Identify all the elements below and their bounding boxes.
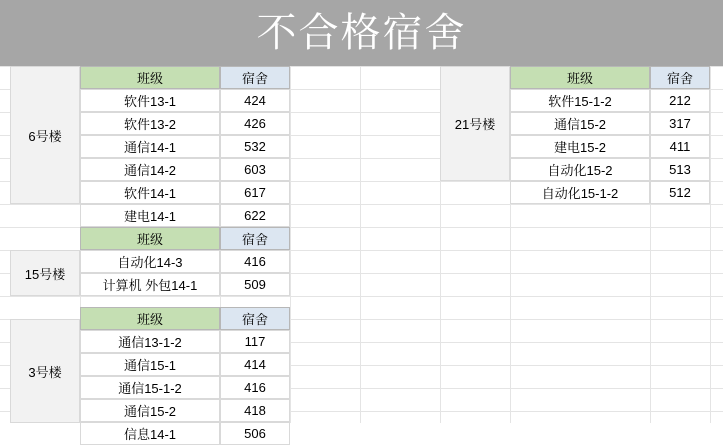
table-cell-room: 512 (650, 181, 710, 204)
table-cell-class: 信息14-1 (80, 422, 220, 445)
table-cell-room: 603 (220, 158, 290, 181)
table-cell-class: 建电14-1 (80, 204, 220, 227)
table-cell-room: 117 (220, 330, 290, 353)
table-cell-room: 532 (220, 135, 290, 158)
column-header-class: 班级 (510, 66, 650, 89)
table-cell-room: 617 (220, 181, 290, 204)
column-header-class: 班级 (80, 66, 220, 89)
table-cell-room: 411 (650, 135, 710, 158)
column-header-room: 宿舍 (650, 66, 710, 89)
column-header-room: 宿舍 (220, 66, 290, 89)
building-label-6: 6号楼 (10, 66, 80, 204)
table-cell-room: 416 (220, 376, 290, 399)
table-cell-class: 自动化15-2 (510, 158, 650, 181)
column-header-room: 宿舍 (220, 227, 290, 250)
table-cell-class: 通信14-2 (80, 158, 220, 181)
table-cell-class: 通信15-2 (510, 112, 650, 135)
table-cell-class: 软件13-1 (80, 89, 220, 112)
column-header-room: 宿舍 (220, 307, 290, 330)
table-cell-class: 通信14-1 (80, 135, 220, 158)
column-header-class: 班级 (80, 307, 220, 330)
table-cell-room: 424 (220, 89, 290, 112)
table-cell-room: 416 (220, 250, 290, 273)
table-cell-class: 软件13-2 (80, 112, 220, 135)
page-title: 不合格宿舍 (256, 10, 467, 55)
table-cell-room: 622 (220, 204, 290, 227)
table-cell-class: 软件14-1 (80, 181, 220, 204)
table-cell-class: 通信15-1-2 (80, 376, 220, 399)
building-label-15: 15号楼 (10, 250, 80, 296)
table-cell-room: 418 (220, 399, 290, 422)
table-cell-room: 506 (220, 422, 290, 445)
table-cell-class: 软件15-1-2 (510, 89, 650, 112)
table-cell-room: 212 (650, 89, 710, 112)
table-cell-class: 计算机 外包14-1 (80, 273, 220, 296)
table-cell-class: 建电15-2 (510, 135, 650, 158)
grid-line (360, 66, 361, 423)
table-cell-class: 自动化15-1-2 (510, 181, 650, 204)
table-cell-room: 414 (220, 353, 290, 376)
grid-line (710, 66, 711, 423)
grid-line (290, 66, 291, 423)
table-cell-class: 通信15-1 (80, 353, 220, 376)
table-cell-room: 513 (650, 158, 710, 181)
table-cell-class: 通信15-2 (80, 399, 220, 422)
column-header-class: 班级 (80, 227, 220, 250)
table-cell-class: 自动化14-3 (80, 250, 220, 273)
building-label-3: 3号楼 (10, 319, 80, 423)
table-cell-room: 317 (650, 112, 710, 135)
building-label-21: 21号楼 (440, 66, 510, 181)
grid-line (0, 296, 723, 297)
table-cell-room: 509 (220, 273, 290, 296)
table-cell-class: 通信13-1-2 (80, 330, 220, 353)
table-cell-room: 426 (220, 112, 290, 135)
